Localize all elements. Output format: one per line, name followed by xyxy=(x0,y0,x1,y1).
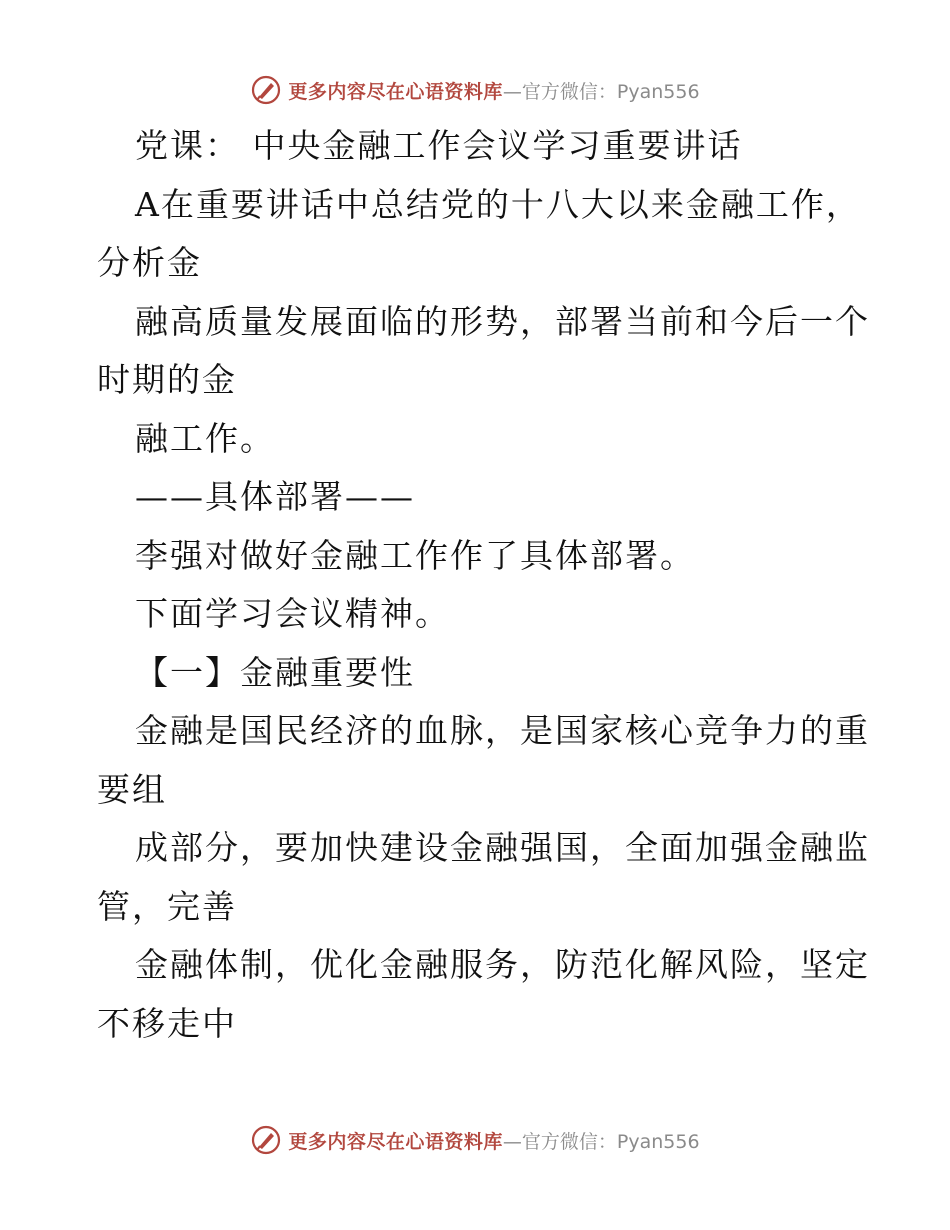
footer-contact-text: —官方微信：Pyan556 xyxy=(502,1130,700,1153)
quill-pen-logo-icon xyxy=(250,1124,282,1156)
header-contact-text: —官方微信：Pyan556 xyxy=(502,80,700,103)
paragraph-line: 分析金 xyxy=(97,243,202,282)
paragraph-line: 融高质量发展面临的形势，部署当前和今后一个 xyxy=(135,301,870,341)
document-title: 党课： 中央金融工作会议学习重要讲话 xyxy=(135,126,743,165)
paragraph-line: 要组 xyxy=(97,769,167,809)
paragraph-line: 下面学习会议精神。 xyxy=(135,594,450,633)
header-banner[interactable] xyxy=(0,70,950,110)
paragraph-line: 管，完善 xyxy=(97,886,237,926)
section-divider: ——具体部署—— xyxy=(135,477,415,516)
paragraph-line: 金融是国民经济的血脉，是国家核心竞争力的重 xyxy=(135,711,870,750)
paragraph-line: 李强对做好金融工作作了具体部署。 xyxy=(135,535,695,575)
paragraph-line: 成部分，要加快建设金融强国，全面加强金融监 xyxy=(135,828,870,867)
paragraph-line: 不移走中 xyxy=(97,1003,237,1043)
paragraph-line: 融工作。 xyxy=(135,418,275,458)
footer-banner[interactable] xyxy=(0,1120,950,1160)
paragraph-line: 时期的金 xyxy=(97,360,237,399)
quill-pen-logo-icon xyxy=(250,74,282,106)
section-heading: 【一】金融重要性 xyxy=(135,652,415,692)
header-promo-text: 更多内容尽在心语资料库 xyxy=(288,80,503,103)
paragraph-line: 金融体制，优化金融服务，防范化解风险，坚定 xyxy=(135,945,870,984)
footer-promo-text: 更多内容尽在心语资料库 xyxy=(288,1130,503,1153)
paragraph-line: A在重要讲话中总结党的十八大以来金融工作， xyxy=(135,184,861,224)
document-body xyxy=(97,117,870,1053)
